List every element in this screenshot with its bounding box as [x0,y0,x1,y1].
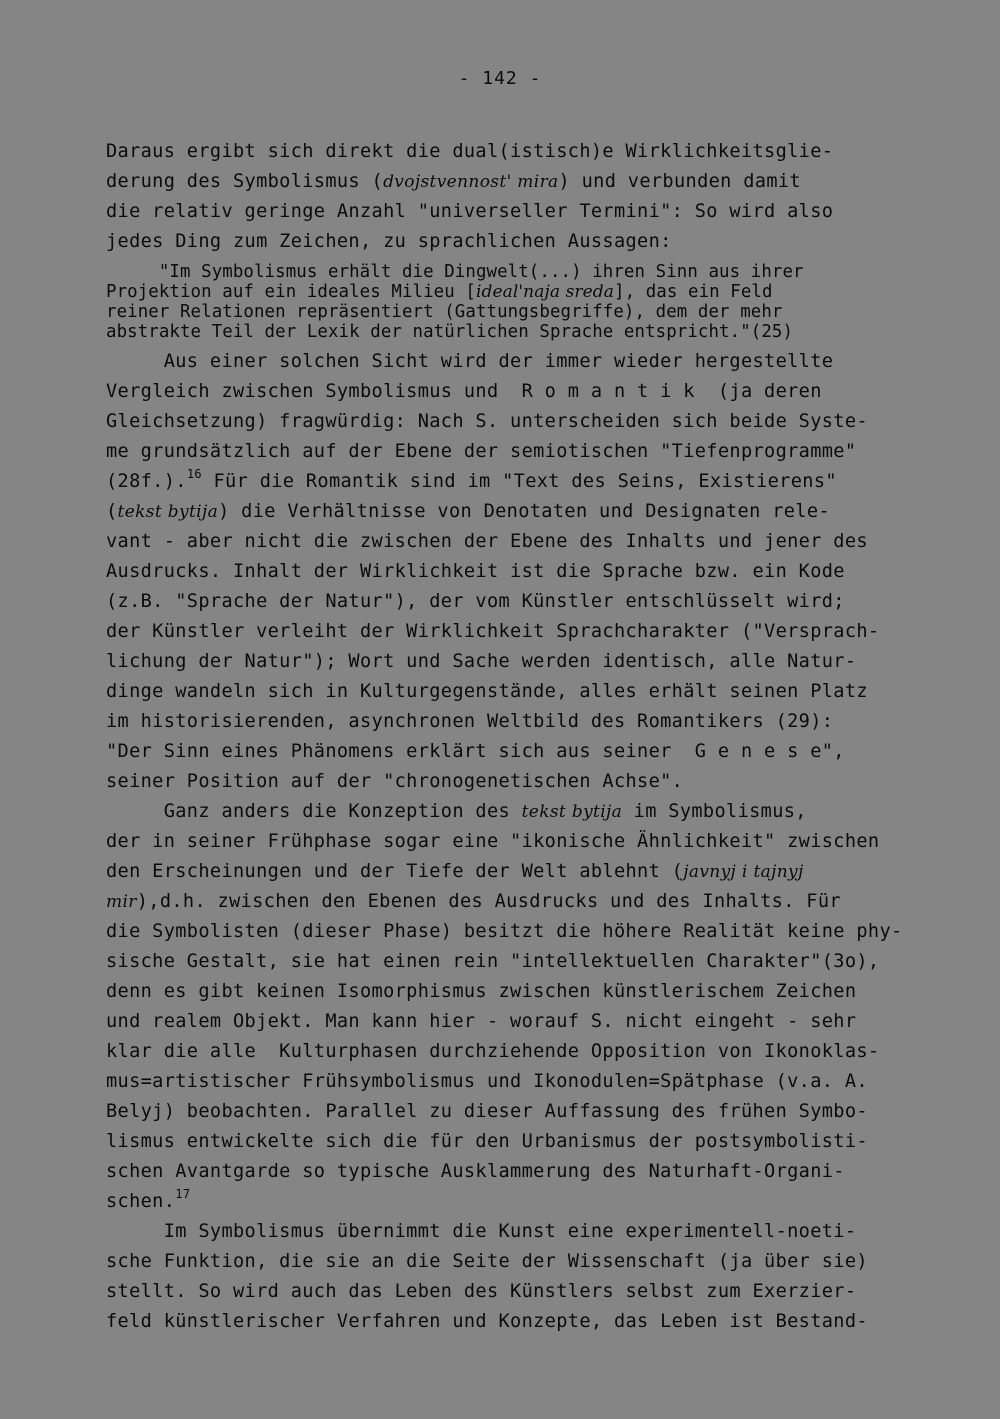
text-segment: (z.B. "Sprache der Natur"), der vom Künstler entschlüsselt wird; [106,591,845,612]
text-segment: seiner Position auf der "chronogenetischen Achse". [106,771,684,792]
text-segment: me grundsätzlich auf der Ebene der semiotischen "Tiefenprogramme" [106,441,857,462]
text-line [106,281,773,303]
text-segment: klar die alle Kulturphasen durchziehende Opposition von Ikonoklas- [106,1041,880,1062]
text-line [106,981,856,1003]
text-line [106,741,845,763]
text-segment: ) die Verhältnisse von Denotaten und Designaten rele- [218,501,830,522]
text-segment: Belyj) beobachten. Parallel zu dieser Auffassung des frühen Symbo- [106,1101,868,1122]
text-line [106,651,856,673]
text-segment: ( [106,501,118,522]
text-segment: abstrakte Teil der Lexik der natürlichen Sprache entspricht."(25) [106,322,794,342]
page-number: - 142 - [458,68,542,89]
text-segment: Ausdrucks. Inhalt der Wirklichkeit ist die Sprache bzw. ein Kode [106,561,845,582]
text-segment: "Im Symbolismus erhält die Dingwelt(...) ihren Sinn aus ihrer [106,262,804,282]
text-line [106,1071,868,1093]
text-segment: Für die Romantik sind im "Text des Seins, Existierens" [201,471,837,492]
text-segment: Gleichsetzung) fragwürdig: Nach S. unterscheiden sich beide Syste- [106,411,868,432]
text-line [106,1161,845,1183]
text-segment: Ganz anders die Konzeption des [106,801,522,822]
text-line [106,591,845,613]
text-line [106,711,833,733]
text-line [106,951,879,973]
text-line [106,201,833,223]
text-line [106,441,856,463]
text-segment: lismus entwickelte sich die für den Urbanismus der postsymbolisti- [106,1131,868,1152]
text-segment: lichung der Natur"); Wort und Sache werden identisch, alle Natur- [106,651,857,672]
text-segment: Projektion auf ein ideales Milieu [ [106,282,476,302]
text-segment: reiner Relationen repräsentiert (Gattungsbegriffe), dem der mehr [106,302,783,322]
text-segment: und realem Objekt. Man kann hier - worauf S. nicht eingeht - sehr [106,1011,857,1032]
text-line [106,891,841,913]
text-line [106,1221,856,1243]
text-line [106,921,903,943]
text-line [106,831,879,853]
text-segment: mus=artistischer Frühsymbolismus und Ikonodulen=Spätphase (v.a. A. [106,1071,868,1092]
text-line [106,467,837,493]
italic-term: ideal'naja sreda [475,282,615,302]
text-segment: feld künstlerischer Verfahren und Konzepte, das Leben ist Bestand- [106,1311,868,1332]
text-line [106,801,807,823]
text-segment: Vergleich zwischen Symbolismus und R o m a n t i k (ja deren [106,381,822,402]
text-segment: "Der Sinn eines Phänomens erklärt sich aus seiner G e n e s e", [106,741,845,762]
text-line [106,381,822,403]
italic-term: javnyj i tajnyj [683,862,804,882]
text-line [106,1041,879,1063]
text-segment: sische Gestalt, sie hat einen rein "intellektuellen Charakter"(3o), [106,951,880,972]
text-line [106,561,845,583]
footnote-marker: 16 [186,467,202,481]
text-segment: ) und verbunden damit [558,171,801,192]
text-segment: die relativ geringe Anzahl "universeller Termini": So wird also [106,201,834,222]
text-line [106,1101,868,1123]
text-segment: ),d.h. zwischen den Ebenen des Ausdrucks und des Inhalts. Für [136,891,841,912]
text-segment: der Künstler verleiht der Wirklichkeit Sprachcharakter ("Versprach- [106,621,880,642]
text-segment: schen. [106,1191,176,1212]
text-segment: schen Avantgarde so typische Ausklammerung des Naturhaft-Organi- [106,1161,845,1182]
text-segment: Aus einer solchen Sicht wird der immer wieder hergestellte [106,351,834,372]
italic-term: tekst bytija [117,502,219,522]
text-segment: Daraus ergibt sich direkt die dual(istisch)e Wirklichkeitsglie- [106,141,834,162]
text-segment: vant - aber nicht die zwischen der Ebene des Inhalts und jener des [106,531,868,552]
text-segment: (28f.). [106,471,187,492]
text-line [106,681,868,703]
text-line [106,411,868,433]
text-line [106,351,833,373]
text-segment: stellt. So wird auch das Leben des Künstlers selbst zum Exerzier- [106,1281,857,1302]
text-line [106,771,683,793]
text-segment: Im Symbolismus übernimmt die Kunst eine experimentell-noeti- [106,1221,857,1242]
text-line [106,141,833,163]
text-line [106,231,672,253]
italic-term: dvojstvennost' mira [383,172,559,192]
text-segment: ], das ein Feld [614,282,773,302]
text-segment: im Symbolismus, [622,801,807,822]
text-line [106,1281,856,1303]
text-line [106,621,879,643]
text-line [106,1251,868,1273]
text-segment: denn es gibt keinen Isomorphismus zwischen künstlerischem Zeichen [106,981,857,1002]
text-line [106,321,793,343]
text-segment: der in seiner Frühphase sogar eine "ikonische Ähnlichkeit" zwischen [106,831,880,852]
text-line [106,1131,868,1153]
text-line [106,301,782,323]
footnote-marker: 17 [175,1187,191,1201]
text-segment: derung des Symbolismus ( [106,171,384,192]
text-line [106,261,804,283]
text-line [106,501,830,523]
italic-term: mir [106,892,137,912]
text-line [106,1011,856,1033]
text-segment: die Symbolisten (dieser Phase) besitzt die höhere Realität keine phy- [106,921,903,942]
text-line [106,171,801,193]
text-segment: den Erscheinungen und der Tiefe der Welt ablehnt ( [106,861,684,882]
text-line [106,1311,868,1333]
text-line [106,1187,191,1213]
italic-term: tekst bytija [521,802,623,822]
text-line [106,861,804,883]
text-segment: jedes Ding zum Zeichen, zu sprachlichen Aussagen: [106,231,672,252]
text-segment: im historisierenden, asynchronen Weltbild des Romantikers (29): [106,711,834,732]
text-line [106,531,868,553]
text-segment: dinge wandeln sich in Kulturgegenstände, alles erhält seinen Platz [106,681,868,702]
text-segment: sche Funktion, die sie an die Seite der Wissenschaft (ja über sie) [106,1251,868,1272]
